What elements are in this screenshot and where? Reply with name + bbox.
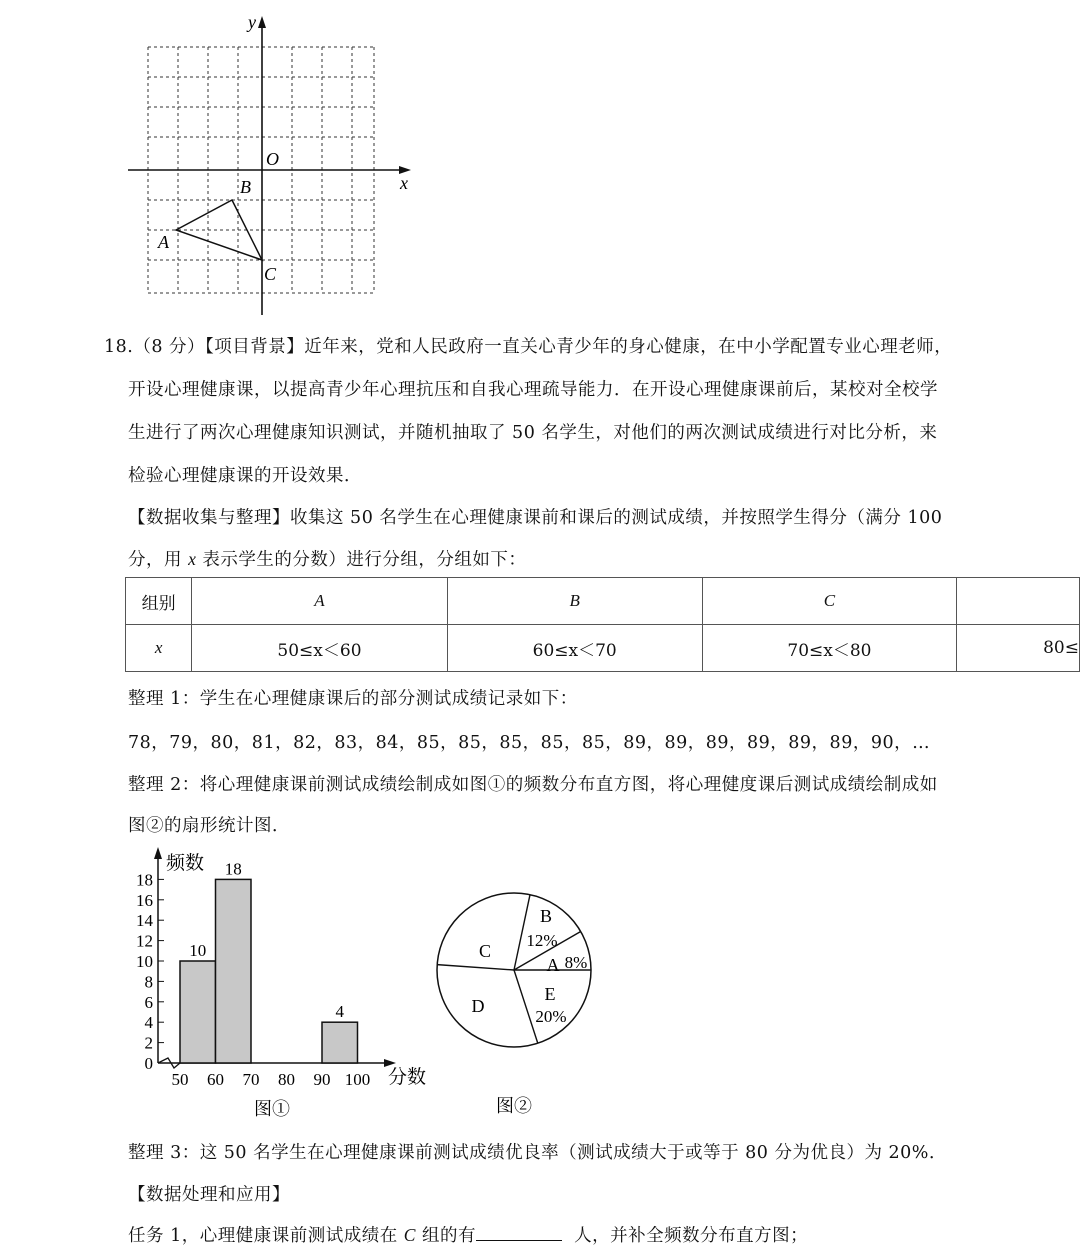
table-cell: A	[192, 578, 447, 625]
table-cell: x	[126, 625, 192, 672]
arrange1-title: 整理 1：学生在心理健康课后的部分测试成绩记录如下：	[128, 689, 578, 709]
point-a-label: A	[158, 232, 169, 252]
collect2-var: x	[188, 549, 197, 569]
table-cell: 80≤	[957, 625, 1080, 672]
pie-slice-label: D	[471, 996, 485, 1016]
q18-line2: 开设心理健康课，以提高青少年心理抗压和自我心理疏导能力．在开设心理健康课前后，某校对全校学	[128, 380, 938, 400]
y-tick-label: 2	[144, 1033, 153, 1053]
x-tick-label: 50	[171, 1070, 189, 1089]
bar-data-label: 4	[335, 1002, 344, 1022]
y-axis-title: 频数	[166, 853, 205, 874]
y-axis-arrow	[154, 847, 162, 859]
q18-line3: 生进行了两次心理健康知识测试，并随机抽取了 50 名学生，对他们的两次测试成绩进行对比分析，来	[128, 423, 938, 443]
pie-slice-value: 8%	[564, 953, 588, 972]
histogram-chart	[120, 845, 440, 1125]
pie-slice-label: C	[478, 941, 492, 961]
y-tick-label: 0	[144, 1054, 153, 1073]
table-cell: C	[702, 578, 956, 625]
y-tick-label: 10	[136, 952, 153, 971]
table-cell: B	[447, 578, 702, 625]
y-axis-label: y	[248, 12, 256, 32]
y-axis-arrow	[258, 16, 266, 28]
table-cell: 组别	[126, 578, 192, 625]
histogram-bar	[216, 879, 252, 1063]
bar-data-label: 18	[224, 859, 242, 879]
coordinate-figure	[120, 10, 420, 320]
collect2-part-a: 分，用	[128, 550, 189, 570]
y-tick-label: 16	[136, 890, 153, 910]
q18-line4: 检验心理健康课的开设效果．	[128, 466, 362, 486]
x-tick-label: 60	[207, 1070, 224, 1089]
task1-part-c: 人，并补全频数分布直方图；	[574, 1226, 809, 1246]
arrange2-line1: 整理 2：将心理健康课前测试成绩绘制成如图①的频数分布直方图，将心理健度课后测试成绩绘制成如	[128, 775, 938, 795]
table-row	[126, 578, 1080, 625]
x-tick-label: 90	[313, 1070, 331, 1089]
pie-slice-value: 20%	[535, 1007, 567, 1026]
bar-data-label: 10	[189, 941, 207, 960]
pie-slice-value: 12%	[526, 931, 558, 950]
chart-caption: 图①	[254, 1099, 290, 1119]
table-row	[126, 625, 1080, 672]
pie-chart	[430, 860, 600, 1120]
y-tick-label: 18	[136, 870, 153, 890]
triangle-abc	[176, 200, 262, 260]
x-tick-label: 100	[344, 1070, 371, 1089]
answer-blank[interactable]	[476, 1224, 562, 1241]
pie-slice-label: A	[546, 955, 560, 975]
arrange2-line2: 图②的扇形统计图．	[128, 816, 290, 836]
collect2-part-b: 表示学生的分数）进行分组，分组如下：	[196, 550, 527, 570]
table-cell: 60≤x＜70	[447, 625, 702, 672]
task1-part-a: 任务 1，心理健康课前测试成绩在	[128, 1226, 404, 1246]
task1-part-b: 组的有	[415, 1226, 477, 1246]
chart-caption: 图②	[496, 1096, 532, 1116]
data-collect-line2	[128, 546, 526, 571]
y-tick-label: 4	[144, 1013, 153, 1033]
x-axis-label: x	[400, 173, 408, 193]
y-tick-label: 12	[136, 931, 153, 951]
table-cell: 70≤x＜80	[702, 625, 956, 672]
arrange3: 整理 3：这 50 名学生在心理健康课前测试成绩优良率（测试成绩大于或等于 80 分为优良）为 20%．	[128, 1143, 947, 1163]
x-axis-arrow	[384, 1059, 396, 1067]
arrange1-scores: 78，79，80，81，82，83，84，85，85，85，85，85，89，89，89，89，89，89，90，…	[128, 733, 931, 753]
y-tick-label: 8	[144, 972, 153, 992]
point-b-label: B	[240, 177, 251, 197]
origin-label: O	[266, 149, 279, 169]
group-table	[125, 577, 1080, 672]
data-collect-line1: 【数据收集与整理】收集这 50 名学生在心理健康课前和课后的测试成绩，并按照学生得分（满分 100	[128, 508, 943, 528]
task1-var: C	[403, 1225, 416, 1245]
x-axis-title: 分数	[388, 1067, 427, 1088]
pie-slice-label: B	[539, 906, 553, 926]
table-cell: 50≤x＜60	[192, 625, 447, 672]
x-tick-label: 70	[242, 1070, 260, 1089]
table-cell	[957, 578, 1080, 625]
task1	[128, 1222, 808, 1247]
q18-line1: 18.（8 分）【项目背景】近年来，党和人民政府一直关心青少年的身心健康，在中小学配置专业心理老师，	[104, 337, 953, 357]
y-tick-label: 6	[144, 992, 153, 1012]
y-tick-label: 14	[136, 911, 153, 931]
histogram-bar	[180, 961, 216, 1063]
pie-slice-label: E	[544, 984, 556, 1004]
point-c-label: C	[264, 264, 277, 284]
x-tick-label: 80	[278, 1070, 295, 1089]
histogram-bar	[322, 1022, 358, 1063]
section-apply: 【数据处理和应用】	[128, 1185, 290, 1205]
